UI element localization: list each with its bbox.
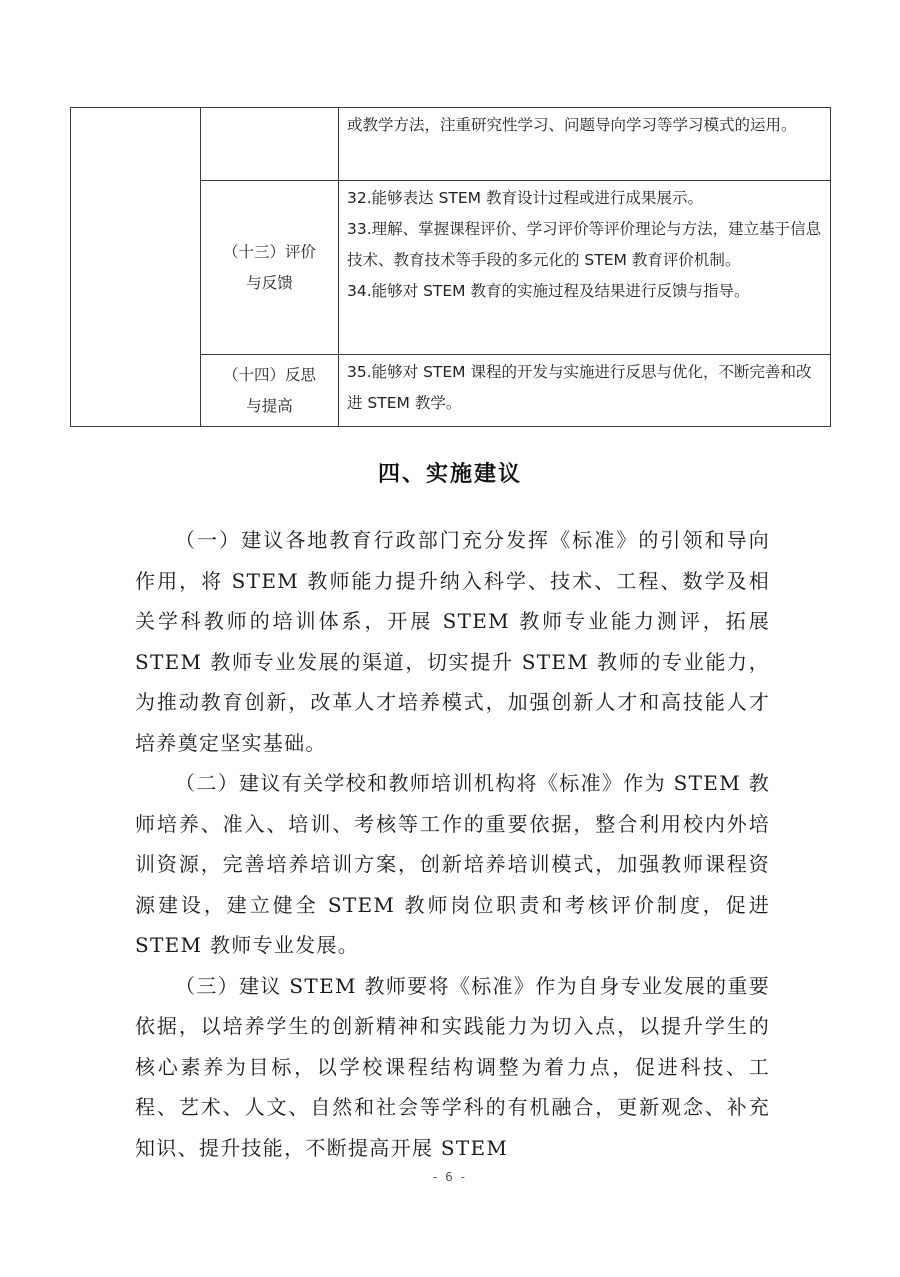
category-label: （十三）评价 [222,242,316,261]
table-item-text: 32.能够表达 STEM 教育设计过程或进行成果展示。 [347,189,703,207]
table-item-text: 35.能够对 STEM 课程的开发与实施进行反思与优化，不断完善和改进 STEM 教学。 [347,363,812,412]
page-number: - 6 - [433,1170,467,1184]
paragraph: （二）建议有关学校和教师培训机构将《标准》作为 STEM 教师培养、准入、培训、考核等工作的重要依据，整合利用校内外培训资源，完善培养培训方案，创新培养培训模式，加强教师课程资源建设，建立健全 STEM 教师岗位职责和考核评价制度，促进 STEM 教师专业发展。 [135,771,770,957]
table-category-cell [201,108,339,181]
category-label: （十四）反思 [222,365,316,384]
section-heading: 四、实施建议 [377,461,522,487]
paragraph: （一）建议各地教育行政部门充分发挥《标准》的引领和导向作用，将 STEM 教师能力提升纳入科学、技术、工程、数学及相关学科教师的培训体系，开展 STEM 教师专业能力测评，拓展 STEM 教师专业发展的渠道，切实提升 STEM 教师的专业能力，为推动教育创新，改革人才培养模式，加强创新人才和高技能人才培养奠定坚实基础。 [135,528,770,755]
table-row [71,108,831,181]
table-dimension-cell [71,108,201,427]
table-item-text: 或教学方法，注重研究性学习、问题导向学习等学习模式的运用。 [347,116,797,134]
table-item-text: 33.理解、掌握课程评价、学习评价等评价理论与方法，建立基于信息技术、教育技术等手段的多元化的 STEM 教育评价机制。 [347,220,822,269]
standards-table [70,107,831,427]
table-item-text: 34.能够对 STEM 教育的实施过程及结果进行反馈与指导。 [347,282,750,300]
table-category-cell [201,181,339,355]
category-label: 与提高 [246,396,293,415]
paragraph: （三）建议 STEM 教师要将《标准》作为自身专业发展的重要依据，以培养学生的创新精神和实践能力为切入点，以提升学生的核心素养为目标，以学校课程结构调整为着力点，促进科技、工程、艺术、人文、自然和社会等学科的有机融合，更新观念、补充知识、提升技能，不断提高开展 STEM [135,973,770,1160]
table-items-cell [339,181,831,355]
category-label: 与反馈 [246,273,293,292]
table-items-cell [339,108,831,181]
table-items-cell [339,355,831,427]
table-category-cell [201,355,339,427]
body-text [135,520,770,1168]
